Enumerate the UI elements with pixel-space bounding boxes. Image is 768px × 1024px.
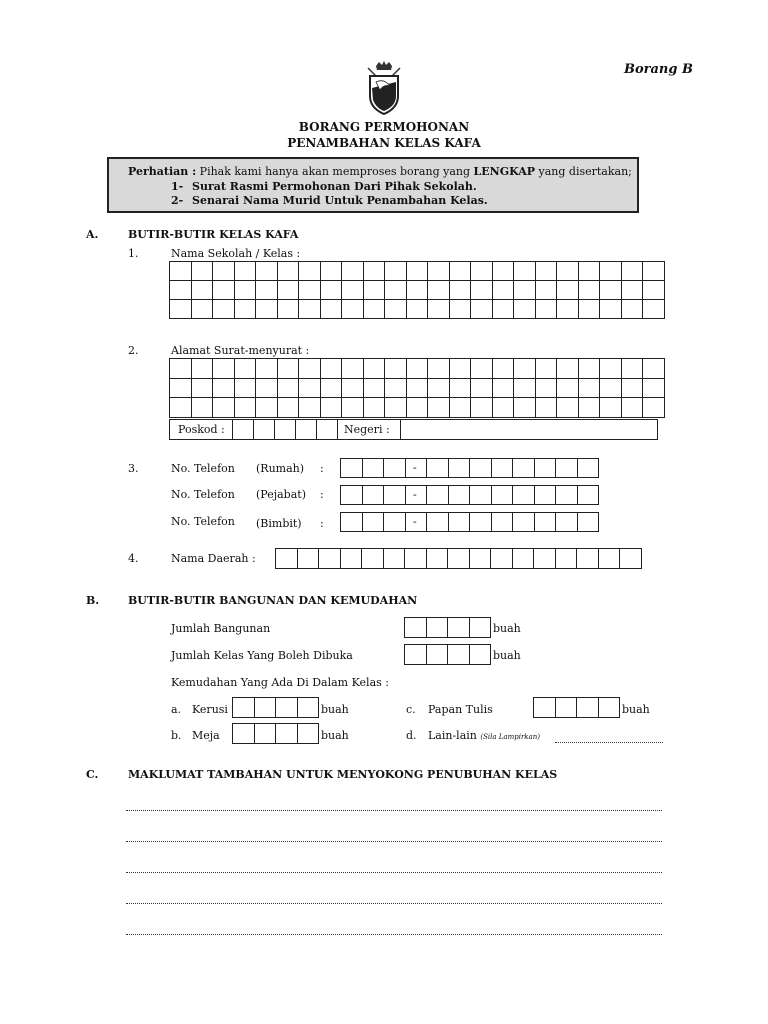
char-box[interactable] bbox=[213, 300, 235, 319]
char-box[interactable] bbox=[621, 262, 643, 281]
kemudahan-label: Kemudahan Yang Ada Di Dalam Kelas : bbox=[171, 676, 389, 689]
extra-info-line[interactable] bbox=[126, 841, 662, 842]
char-box[interactable] bbox=[256, 300, 278, 319]
char-box[interactable] bbox=[449, 262, 471, 281]
phone-rumah-input[interactable] bbox=[340, 458, 599, 478]
item-c-no: c. bbox=[406, 703, 416, 716]
char-box[interactable] bbox=[643, 398, 665, 418]
q4-number: 4. bbox=[128, 552, 139, 565]
char-box[interactable] bbox=[299, 300, 321, 319]
char-box[interactable] bbox=[385, 398, 407, 418]
char-box[interactable] bbox=[406, 300, 428, 319]
char-box[interactable] bbox=[448, 512, 471, 532]
char-box[interactable] bbox=[406, 359, 428, 379]
char-box[interactable] bbox=[426, 458, 449, 478]
char-box[interactable] bbox=[234, 398, 256, 418]
char-box[interactable] bbox=[535, 281, 557, 300]
char-box[interactable] bbox=[383, 548, 406, 569]
char-box[interactable] bbox=[406, 262, 428, 281]
item-b-label: Meja bbox=[192, 729, 220, 742]
extra-info-line[interactable] bbox=[126, 872, 662, 873]
extra-info-line[interactable] bbox=[126, 934, 662, 935]
char-box[interactable] bbox=[404, 548, 427, 569]
section-b-title: BUTIR-BUTIR BANGUNAN DAN KEMUDAHAN bbox=[128, 594, 418, 607]
char-box[interactable] bbox=[213, 281, 235, 300]
char-box[interactable] bbox=[340, 458, 363, 478]
char-box[interactable] bbox=[469, 485, 492, 505]
char-box[interactable] bbox=[533, 697, 556, 718]
char-box[interactable] bbox=[621, 359, 643, 379]
char-box[interactable] bbox=[557, 398, 579, 418]
char-box[interactable] bbox=[492, 378, 514, 398]
char-box[interactable] bbox=[342, 300, 364, 319]
char-box[interactable] bbox=[428, 398, 450, 418]
char-box[interactable] bbox=[471, 359, 493, 379]
char-box[interactable] bbox=[363, 378, 385, 398]
char-box[interactable] bbox=[277, 262, 299, 281]
phone-dash-pejabat: - bbox=[413, 488, 417, 501]
char-box[interactable] bbox=[170, 359, 192, 379]
char-box[interactable] bbox=[512, 512, 535, 532]
char-box[interactable] bbox=[363, 262, 385, 281]
notice-text-before: Pihak kami hanya akan memproses borang yang bbox=[199, 165, 471, 178]
char-box[interactable] bbox=[492, 262, 514, 281]
char-box[interactable] bbox=[643, 300, 665, 319]
char-box[interactable] bbox=[406, 398, 428, 418]
char-box[interactable] bbox=[342, 398, 364, 418]
char-box[interactable] bbox=[277, 398, 299, 418]
char-box[interactable] bbox=[277, 359, 299, 379]
char-box[interactable] bbox=[426, 548, 449, 569]
char-box[interactable] bbox=[577, 458, 600, 478]
char-box[interactable] bbox=[576, 548, 599, 569]
char-box[interactable] bbox=[299, 398, 321, 418]
char-box[interactable] bbox=[512, 548, 535, 569]
char-box[interactable] bbox=[428, 300, 450, 319]
phone-type-pejabat: (Pejabat) bbox=[256, 488, 306, 501]
char-box[interactable] bbox=[555, 485, 578, 505]
q2-number: 2. bbox=[128, 344, 139, 357]
notice-lead: Perhatian : bbox=[128, 165, 197, 178]
char-box[interactable] bbox=[362, 485, 385, 505]
papan-tulis-input[interactable] bbox=[533, 697, 620, 718]
char-box[interactable] bbox=[557, 281, 579, 300]
notice-item1: Surat Rasmi Permohonan Dari Pihak Sekolah. bbox=[192, 180, 477, 193]
crest-icon bbox=[364, 60, 404, 116]
char-box[interactable] bbox=[534, 458, 557, 478]
char-box[interactable] bbox=[619, 548, 642, 569]
char-box[interactable] bbox=[191, 378, 213, 398]
notice-keyword: LENGKAP bbox=[473, 165, 536, 178]
item-b-no: b. bbox=[171, 729, 182, 742]
meja-input[interactable] bbox=[232, 723, 319, 744]
char-box[interactable] bbox=[385, 262, 407, 281]
q2-label: Alamat Surat-menyurat : bbox=[171, 344, 310, 357]
char-box[interactable] bbox=[578, 300, 600, 319]
poskod-box[interactable] bbox=[232, 419, 254, 440]
char-box[interactable] bbox=[600, 359, 622, 379]
negeri-label: Negeri : bbox=[344, 423, 390, 436]
lain-lain-note: (Sila Lampirkan) bbox=[480, 733, 540, 741]
phone-colon-bimbit: : bbox=[320, 517, 324, 530]
char-box[interactable] bbox=[490, 548, 513, 569]
char-box[interactable] bbox=[256, 398, 278, 418]
char-box[interactable] bbox=[213, 378, 235, 398]
item-c-label: Papan Tulis bbox=[428, 703, 493, 716]
char-box[interactable] bbox=[578, 281, 600, 300]
char-box[interactable] bbox=[469, 458, 492, 478]
char-box[interactable] bbox=[491, 458, 514, 478]
char-box[interactable] bbox=[254, 697, 277, 718]
form-code: Borang B bbox=[624, 62, 693, 77]
char-box[interactable] bbox=[404, 644, 427, 665]
char-box[interactable] bbox=[363, 300, 385, 319]
char-box[interactable] bbox=[512, 458, 535, 478]
poskod-label-cell bbox=[169, 419, 233, 440]
char-box[interactable] bbox=[578, 262, 600, 281]
char-box[interactable] bbox=[491, 512, 514, 532]
char-box[interactable] bbox=[234, 262, 256, 281]
char-box[interactable] bbox=[277, 378, 299, 398]
char-box[interactable] bbox=[385, 359, 407, 379]
char-box[interactable] bbox=[514, 378, 536, 398]
char-box[interactable] bbox=[256, 281, 278, 300]
char-box[interactable] bbox=[428, 359, 450, 379]
char-box[interactable] bbox=[297, 697, 320, 718]
char-box[interactable] bbox=[275, 723, 298, 744]
char-box[interactable] bbox=[512, 485, 535, 505]
char-box[interactable] bbox=[621, 281, 643, 300]
char-box[interactable] bbox=[277, 281, 299, 300]
char-box[interactable] bbox=[362, 512, 385, 532]
char-box[interactable] bbox=[426, 617, 449, 638]
char-box[interactable] bbox=[449, 378, 471, 398]
char-box[interactable] bbox=[428, 281, 450, 300]
phone-dash-rumah: - bbox=[413, 461, 417, 474]
char-box[interactable] bbox=[471, 281, 493, 300]
char-box[interactable] bbox=[469, 548, 492, 569]
char-box[interactable] bbox=[213, 262, 235, 281]
char-box[interactable] bbox=[557, 378, 579, 398]
char-box[interactable] bbox=[535, 359, 557, 379]
char-box[interactable] bbox=[576, 697, 599, 718]
char-box[interactable] bbox=[256, 378, 278, 398]
char-box[interactable] bbox=[232, 697, 255, 718]
char-box[interactable] bbox=[533, 548, 556, 569]
char-box[interactable] bbox=[299, 281, 321, 300]
char-box[interactable] bbox=[342, 281, 364, 300]
char-box[interactable] bbox=[361, 548, 384, 569]
char-box[interactable] bbox=[600, 378, 622, 398]
char-box[interactable] bbox=[535, 262, 557, 281]
char-box[interactable] bbox=[340, 512, 363, 532]
char-box[interactable] bbox=[492, 359, 514, 379]
phone-label-rumah: No. Telefon bbox=[171, 462, 235, 475]
q3-number: 3. bbox=[128, 462, 139, 475]
char-box[interactable] bbox=[191, 281, 213, 300]
char-box[interactable] bbox=[535, 300, 557, 319]
char-box[interactable] bbox=[275, 548, 298, 569]
char-box[interactable] bbox=[600, 398, 622, 418]
char-box[interactable] bbox=[621, 398, 643, 418]
char-box[interactable] bbox=[471, 398, 493, 418]
char-box[interactable] bbox=[447, 617, 470, 638]
address-grid[interactable] bbox=[169, 358, 665, 418]
jumlah-bangunan-label: Jumlah Bangunan bbox=[171, 622, 271, 635]
char-box[interactable] bbox=[449, 398, 471, 418]
char-box[interactable] bbox=[320, 378, 342, 398]
char-box[interactable] bbox=[234, 378, 256, 398]
char-box[interactable] bbox=[342, 359, 364, 379]
char-box[interactable] bbox=[383, 512, 406, 532]
char-box[interactable] bbox=[643, 359, 665, 379]
char-box[interactable] bbox=[447, 548, 470, 569]
notice-text-after: yang disertakan; bbox=[538, 165, 632, 178]
char-box[interactable] bbox=[297, 548, 320, 569]
char-box[interactable] bbox=[578, 359, 600, 379]
char-box[interactable] bbox=[535, 398, 557, 418]
char-box[interactable] bbox=[555, 512, 578, 532]
extra-info-line[interactable] bbox=[126, 903, 662, 904]
char-box[interactable] bbox=[491, 485, 514, 505]
char-box[interactable] bbox=[170, 398, 192, 418]
char-box[interactable] bbox=[320, 281, 342, 300]
char-box[interactable] bbox=[514, 398, 536, 418]
char-box[interactable] bbox=[555, 548, 578, 569]
char-box[interactable] bbox=[342, 262, 364, 281]
char-box[interactable] bbox=[428, 262, 450, 281]
page-title-line2: PENAMBAHAN KELAS KAFA bbox=[287, 136, 481, 150]
char-box[interactable] bbox=[191, 359, 213, 379]
char-box[interactable] bbox=[577, 512, 600, 532]
char-box[interactable] bbox=[256, 359, 278, 379]
jumlah-bangunan-input[interactable] bbox=[404, 617, 491, 638]
char-box[interactable] bbox=[643, 281, 665, 300]
char-box[interactable] bbox=[191, 300, 213, 319]
char-box[interactable] bbox=[170, 378, 192, 398]
char-box[interactable] bbox=[428, 378, 450, 398]
jumlah-kelas-label: Jumlah Kelas Yang Boleh Dibuka bbox=[171, 649, 353, 662]
char-box[interactable] bbox=[557, 300, 579, 319]
char-box[interactable] bbox=[383, 485, 406, 505]
char-box[interactable] bbox=[447, 644, 470, 665]
poskod-box[interactable] bbox=[253, 419, 275, 440]
jumlah-kelas-unit: buah bbox=[493, 649, 521, 662]
meja-unit: buah bbox=[321, 729, 349, 742]
item-d-no: d. bbox=[406, 729, 417, 742]
section-c-title: MAKLUMAT TAMBAHAN UNTUK MENYOKONG PENUBUHAN KELAS bbox=[128, 768, 558, 781]
q1-number: 1. bbox=[128, 247, 139, 260]
char-box[interactable] bbox=[256, 262, 278, 281]
char-box[interactable] bbox=[577, 485, 600, 505]
char-box[interactable] bbox=[600, 300, 622, 319]
section-b-letter: B. bbox=[86, 594, 100, 607]
char-box[interactable] bbox=[643, 262, 665, 281]
char-box[interactable] bbox=[385, 300, 407, 319]
char-box[interactable] bbox=[340, 485, 363, 505]
char-box[interactable] bbox=[406, 281, 428, 300]
char-box[interactable] bbox=[514, 359, 536, 379]
char-box[interactable] bbox=[299, 359, 321, 379]
char-box[interactable] bbox=[469, 644, 492, 665]
notice-line1 bbox=[128, 165, 632, 178]
char-box[interactable] bbox=[406, 378, 428, 398]
q4-label: Nama Daerah : bbox=[171, 552, 256, 565]
char-box[interactable] bbox=[471, 262, 493, 281]
phone-pejabat-input[interactable] bbox=[340, 485, 599, 505]
char-box[interactable] bbox=[320, 398, 342, 418]
char-box[interactable] bbox=[234, 359, 256, 379]
char-box[interactable] bbox=[191, 398, 213, 418]
char-box[interactable] bbox=[385, 378, 407, 398]
char-box[interactable] bbox=[363, 359, 385, 379]
char-box[interactable] bbox=[557, 262, 579, 281]
school-name-grid[interactable] bbox=[169, 261, 665, 319]
char-box[interactable] bbox=[277, 300, 299, 319]
phone-colon-pejabat: : bbox=[320, 488, 324, 501]
char-box[interactable] bbox=[297, 723, 320, 744]
negeri-label-cell bbox=[337, 419, 401, 440]
lain-lain-label: Lain-lain bbox=[428, 729, 477, 742]
char-box[interactable] bbox=[170, 300, 192, 319]
char-box[interactable] bbox=[362, 458, 385, 478]
char-box[interactable] bbox=[534, 485, 557, 505]
char-box[interactable] bbox=[534, 512, 557, 532]
char-box[interactable] bbox=[449, 300, 471, 319]
kerusi-input[interactable] bbox=[232, 697, 319, 718]
char-box[interactable] bbox=[234, 281, 256, 300]
char-box[interactable] bbox=[404, 617, 427, 638]
char-box[interactable] bbox=[191, 262, 213, 281]
char-box[interactable] bbox=[598, 548, 621, 569]
char-box[interactable] bbox=[600, 281, 622, 300]
phone-bimbit-input[interactable] bbox=[340, 512, 599, 532]
char-box[interactable] bbox=[600, 262, 622, 281]
char-box[interactable] bbox=[170, 262, 192, 281]
q1-label: Nama Sekolah / Kelas : bbox=[171, 247, 301, 260]
char-box[interactable] bbox=[514, 300, 536, 319]
char-box[interactable] bbox=[318, 548, 341, 569]
char-box[interactable] bbox=[342, 378, 364, 398]
item-d-label bbox=[428, 729, 540, 742]
char-box[interactable] bbox=[578, 378, 600, 398]
char-box[interactable] bbox=[621, 300, 643, 319]
char-box[interactable] bbox=[275, 697, 298, 718]
char-box[interactable] bbox=[492, 300, 514, 319]
poskod-box[interactable] bbox=[316, 419, 338, 440]
char-box[interactable] bbox=[320, 300, 342, 319]
char-box[interactable] bbox=[213, 359, 235, 379]
district-input[interactable] bbox=[275, 548, 642, 569]
char-box[interactable] bbox=[492, 398, 514, 418]
section-c-letter: C. bbox=[86, 768, 99, 781]
char-box[interactable] bbox=[471, 378, 493, 398]
char-box[interactable] bbox=[340, 548, 363, 569]
char-box[interactable] bbox=[426, 512, 449, 532]
lain-lain-input[interactable] bbox=[555, 742, 663, 743]
char-box[interactable] bbox=[320, 359, 342, 379]
poskod-box[interactable] bbox=[274, 419, 296, 440]
section-a-letter: A. bbox=[86, 228, 99, 241]
char-box[interactable] bbox=[299, 262, 321, 281]
phone-type-bimbit: (Bimbit) bbox=[256, 517, 302, 530]
char-box[interactable] bbox=[555, 697, 578, 718]
extra-info-line[interactable] bbox=[126, 810, 662, 811]
char-box[interactable] bbox=[234, 300, 256, 319]
char-box[interactable] bbox=[471, 300, 493, 319]
papan-tulis-unit: buah bbox=[622, 703, 650, 716]
char-box[interactable] bbox=[535, 378, 557, 398]
char-box[interactable] bbox=[492, 281, 514, 300]
poskod-negeri-row bbox=[169, 419, 658, 440]
poskod-label: Poskod : bbox=[178, 423, 225, 436]
item-a-label: Kerusi bbox=[192, 703, 228, 716]
phone-dash-bimbit: - bbox=[413, 515, 417, 528]
char-box[interactable] bbox=[449, 281, 471, 300]
char-box[interactable] bbox=[320, 262, 342, 281]
char-box[interactable] bbox=[469, 512, 492, 532]
item-a-no: a. bbox=[171, 703, 182, 716]
char-box[interactable] bbox=[232, 723, 255, 744]
char-box[interactable] bbox=[363, 398, 385, 418]
phone-label-pejabat: No. Telefon bbox=[171, 488, 235, 501]
kerusi-unit: buah bbox=[321, 703, 349, 716]
char-box[interactable] bbox=[555, 458, 578, 478]
char-box[interactable] bbox=[469, 617, 492, 638]
phone-colon-rumah: : bbox=[320, 462, 324, 475]
char-box[interactable] bbox=[254, 723, 277, 744]
char-box[interactable] bbox=[363, 281, 385, 300]
char-box[interactable] bbox=[213, 398, 235, 418]
char-box[interactable] bbox=[383, 458, 406, 478]
jumlah-bangunan-unit: buah bbox=[493, 622, 521, 635]
char-box[interactable] bbox=[426, 485, 449, 505]
char-box[interactable] bbox=[557, 359, 579, 379]
char-box[interactable] bbox=[299, 378, 321, 398]
negeri-field[interactable] bbox=[400, 419, 658, 440]
char-box[interactable] bbox=[170, 281, 192, 300]
char-box[interactable] bbox=[598, 697, 621, 718]
char-box[interactable] bbox=[514, 281, 536, 300]
char-box[interactable] bbox=[621, 378, 643, 398]
phone-label-bimbit: No. Telefon bbox=[171, 515, 235, 528]
page-title-line1: BORANG PERMOHONAN bbox=[298, 120, 470, 134]
char-box[interactable] bbox=[643, 378, 665, 398]
jumlah-kelas-input[interactable] bbox=[404, 644, 491, 665]
section-a-title: BUTIR-BUTIR KELAS KAFA bbox=[128, 228, 299, 241]
notice-item1-no: 1- bbox=[171, 180, 184, 193]
poskod-box[interactable] bbox=[295, 419, 317, 440]
char-box[interactable] bbox=[449, 359, 471, 379]
char-box[interactable] bbox=[426, 644, 449, 665]
notice-item2-no: 2- bbox=[171, 194, 184, 207]
char-box[interactable] bbox=[448, 458, 471, 478]
char-box[interactable] bbox=[448, 485, 471, 505]
char-box[interactable] bbox=[385, 281, 407, 300]
char-box[interactable] bbox=[578, 398, 600, 418]
notice-item2: Senarai Nama Murid Untuk Penambahan Kelas. bbox=[192, 194, 488, 207]
phone-type-rumah: (Rumah) bbox=[256, 462, 305, 475]
char-box[interactable] bbox=[514, 262, 536, 281]
